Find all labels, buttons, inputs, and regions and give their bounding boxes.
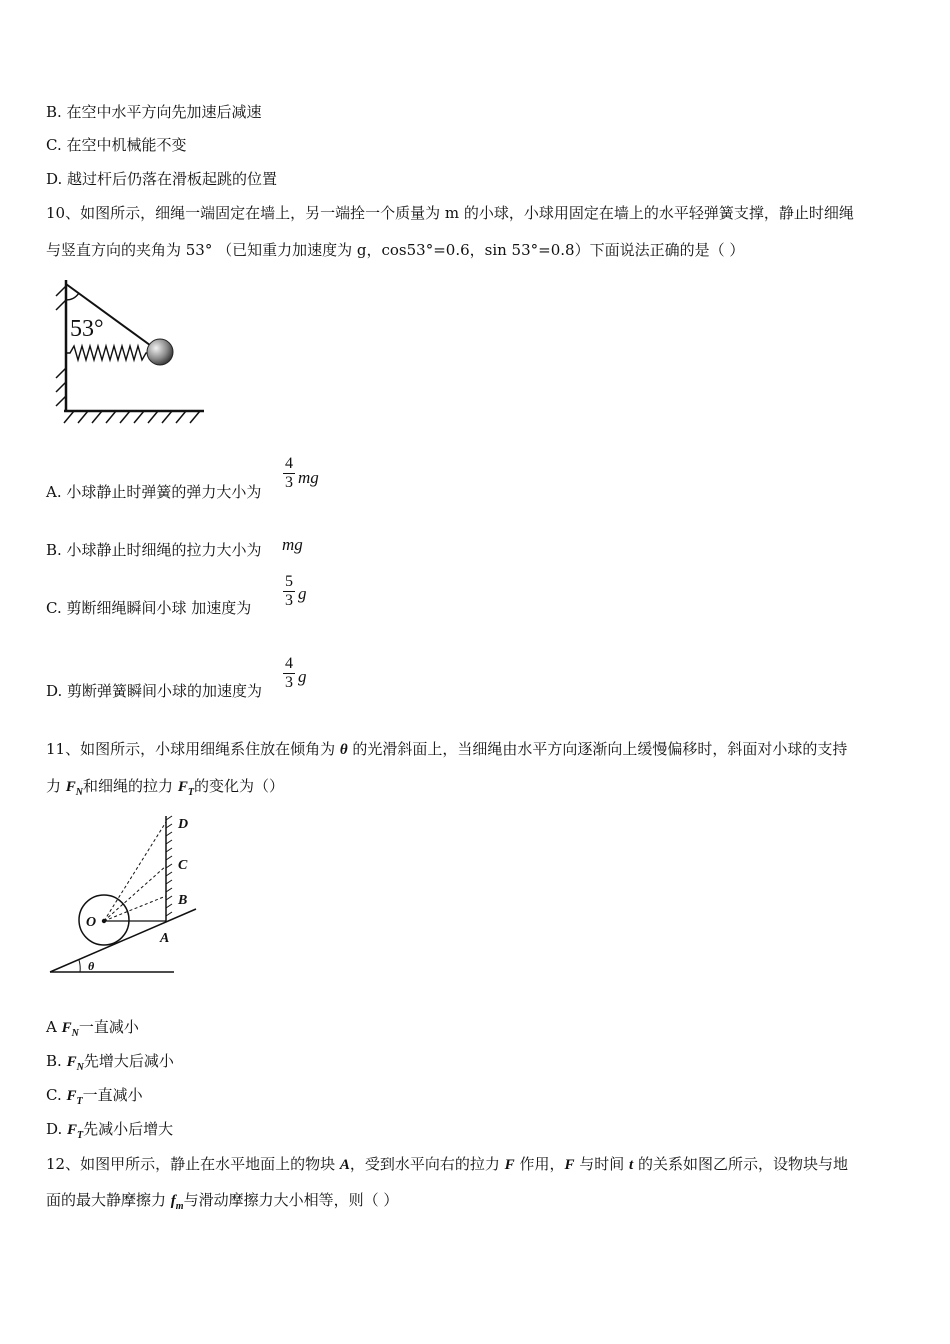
fraction-numerator: 4 — [285, 655, 293, 672]
fraction-denominator: 3 — [285, 592, 293, 609]
q10-option-c-fraction — [282, 573, 296, 610]
fraction-numerator: 4 — [285, 455, 293, 472]
q10-option-b-text: B. 小球静止时细绳的拉力大小为 — [46, 541, 262, 559]
q11-stem-line1: 11、如图所示，小球用细绳系住放在倾角为 θ 的光滑斜面上，当细绳由水平方向逐渐向上缓慢偏移时，斜面对小球的支持 — [46, 740, 848, 758]
q12-stem-line1: 12、如图甲所示，静止在水平地面上的物块 A，受到水平向右的拉力 F 作用，F 与时间 t 的关系如图乙所示，设物块与地 — [46, 1155, 848, 1173]
q10-option-d-fraction — [282, 655, 296, 692]
q10-option-c-text: C. 剪断细绳瞬间小球 加速度为 — [46, 599, 252, 617]
q10-option-b-var: mg — [282, 535, 303, 554]
q10-figure — [50, 278, 210, 428]
q11-label-c: C — [178, 858, 188, 873]
fraction-denominator: 3 — [285, 474, 293, 491]
q10-stem-line1: 10、如图所示，细绳一端固定在墙上，另一端拴一个质量为 m 的小球，小球用固定在墙上的水平轻弹簧支撑，静止时细绳 — [46, 204, 854, 222]
q10-option-c-var: g — [298, 584, 307, 603]
q10-option-d-text: D. 剪断弹簧瞬间小球的加速度为 — [46, 682, 263, 700]
q11-option-c: C. $F_T$一直减小 — [46, 1086, 143, 1107]
q10-angle-label: 53° — [70, 316, 104, 342]
q11-label-theta: θ — [88, 959, 95, 973]
q11-stem-line2: 力 $F_N$和细绳的拉力 $F_T$的变化为（） — [46, 777, 284, 798]
q11-label-b: B — [178, 893, 188, 908]
q11-option-a: A $F_N$一直减小 — [46, 1018, 139, 1039]
q9-option-c: C. 在空中机械能不变 — [46, 136, 187, 154]
q9-option-b: B. 在空中水平方向先加速后减速 — [46, 103, 262, 121]
q10-stem-line2: 与竖直方向的夹角为 53° （已知重力加速度为 g，cos53°=0.6，sin 53°=0.8）下面说法正确的是（ ） — [46, 241, 745, 259]
q12-stem-line2: 面的最大静摩擦力 $f_m$与滑动摩擦力大小相等，则（ ） — [46, 1191, 399, 1212]
q10-option-a-var: mg — [298, 468, 319, 487]
q11-option-d: D. $F_T$先减小后增大 — [46, 1120, 174, 1141]
q9-option-d: D. 越过杆后仍落在滑板起跳的位置 — [46, 170, 278, 188]
q11-figure — [46, 810, 206, 980]
q11-label-d: D — [178, 817, 189, 832]
q11-option-b: B. $F_N$先增大后减小 — [46, 1052, 174, 1073]
q11-label-o: O — [86, 915, 97, 930]
q10-option-d-var: g — [298, 667, 307, 686]
q10-option-a-fraction — [282, 455, 296, 492]
fraction-numerator: 5 — [285, 573, 293, 590]
fraction-denominator: 3 — [285, 674, 293, 691]
q11-label-a: A — [160, 931, 170, 946]
q10-option-a-text: A. 小球静止时弹簧的弹力大小为 — [46, 483, 262, 501]
